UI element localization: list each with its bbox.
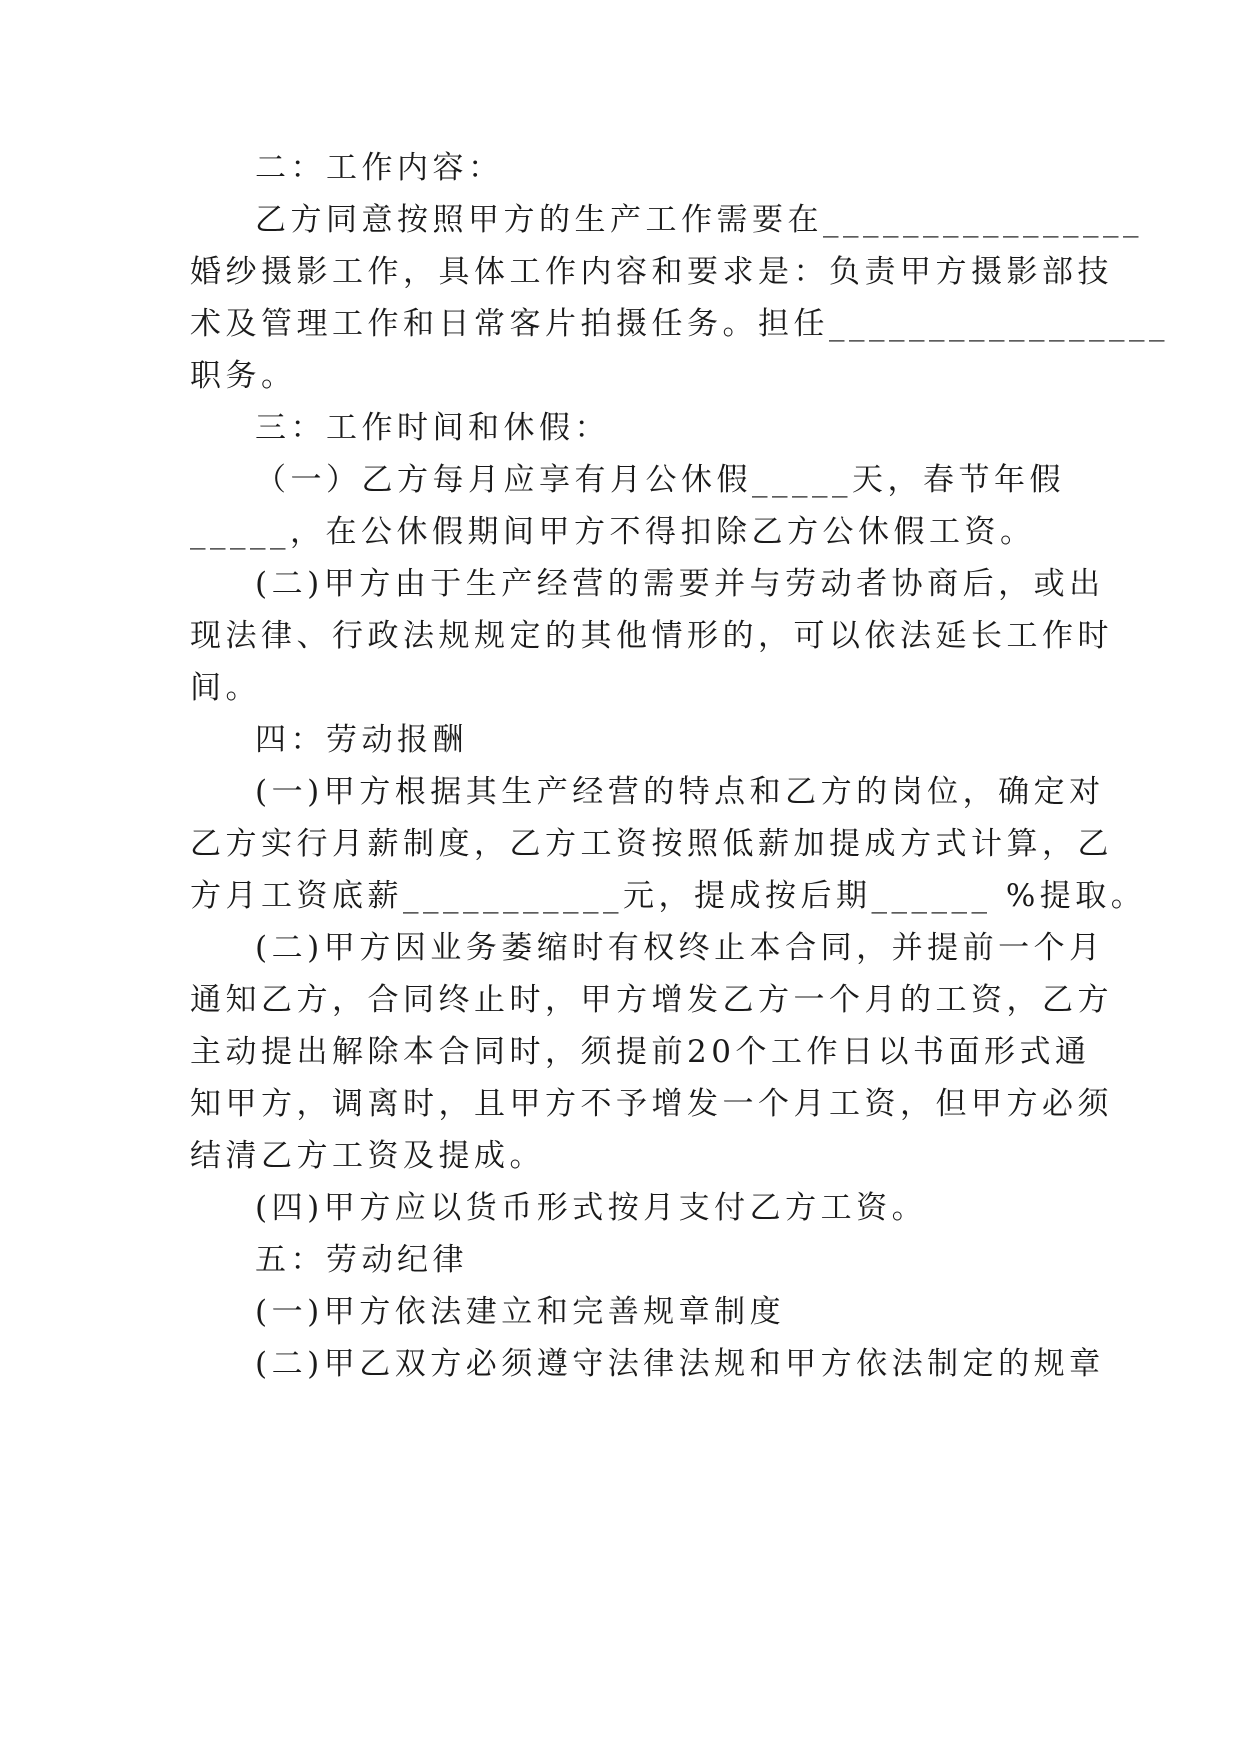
paragraph-line: (一)甲方根据其生产经营的特点和乙方的岗位，确定对 bbox=[255, 774, 1105, 810]
paragraph-line: 乙方同意按照甲方的生产工作需要在________________ bbox=[255, 202, 1143, 238]
paragraph-line: (四)甲方应以货币形式按月支付乙方工资。 bbox=[255, 1190, 928, 1226]
paragraph-line: 方月工资底薪___________元，提成按后期______ %提取。 bbox=[190, 878, 1147, 914]
paragraph-line: 间。 bbox=[190, 670, 261, 706]
paragraph-line: (二)甲方因业务萎缩时有权终止本合同，并提前一个月 bbox=[255, 930, 1105, 966]
paragraph-line: （一）乙方每月应享有月公休假_____天，春节年假 bbox=[255, 462, 1065, 498]
paragraph-line: (二)甲乙双方必须遵守法律法规和甲方依法制定的规章 bbox=[255, 1346, 1105, 1382]
paragraph-line: 主动提出解除本合同时，须提前20个工作日以书面形式通 bbox=[190, 1034, 1091, 1070]
paragraph-line: (二)甲方由于生产经营的需要并与劳动者协商后，或出 bbox=[255, 566, 1105, 602]
paragraph-line: 婚纱摄影工作，具体工作内容和要求是：负责甲方摄影部技 bbox=[190, 254, 1113, 290]
paragraph-line: 知甲方，调离时，且甲方不予增发一个月工资，但甲方必须 bbox=[190, 1086, 1113, 1122]
paragraph-line: 通知乙方，合同终止时，甲方增发乙方一个月的工资，乙方 bbox=[190, 982, 1113, 1018]
section-heading-labor-discipline: 五：劳动纪律 bbox=[255, 1242, 468, 1278]
paragraph-line: 职务。 bbox=[190, 358, 297, 394]
paragraph-line: 术及管理工作和日常客片拍摄任务。担任_________________ bbox=[190, 306, 1169, 342]
paragraph-line: 现法律、行政法规规定的其他情形的，可以依法延长工作时 bbox=[190, 618, 1113, 654]
section-heading-work-time: 三：工作时间和休假： bbox=[255, 410, 610, 446]
paragraph-line: _____，在公休假期间甲方不得扣除乙方公休假工资。 bbox=[190, 514, 1036, 550]
paragraph-line: 乙方实行月薪制度，乙方工资按照低薪加提成方式计算，乙 bbox=[190, 826, 1113, 862]
paragraph-line: 结清乙方工资及提成。 bbox=[190, 1138, 545, 1174]
section-heading-remuneration: 四：劳动报酬 bbox=[255, 722, 468, 758]
section-heading-work-content: 二：工作内容： bbox=[255, 150, 504, 186]
paragraph-line: (一)甲方依法建立和完善规章制度 bbox=[255, 1294, 786, 1330]
